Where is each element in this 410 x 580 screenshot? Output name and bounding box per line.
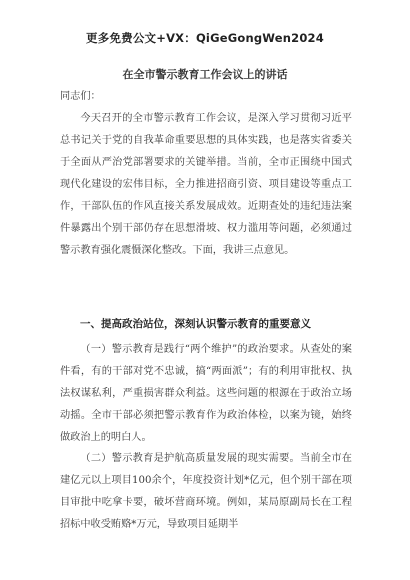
paragraph-text: （二）警示教育是护航高质量发展的现实需要。当前全市在建亿元以上项目100余个，年度投资计划*亿元，但个别干部在项目审批中吃拿卡要，破坏营商环境。例如，某局原副局长在工程招标中收受贿赂*万元，导致项目延期半 — [60, 453, 352, 530]
salutation: 同志们： — [60, 91, 101, 102]
promo-line: 更多免费公文+VX：QiGeGongWen2024 — [86, 31, 324, 45]
paragraph-political-requirement — [60, 339, 352, 449]
document-title: 在全市警示教育工作会议上的讲话 — [122, 68, 288, 81]
paragraph-text: 今天召开的全市警示教育工作会议，是深入学习贯彻习近平总书记关于党的自我革命重要思想的具体实践，也是落实省委关于全面从严治党部署要求的关键举措。当前，全市正围绕中国式现代化建设的宏伟目标，全力推进招商引资、项目建设等重点工作，干部队伍的作风直接关系发展成效。近期查处的违纪违法案件暴露出个别干部仍存在思想滑坡、权力滥用等问题，必须通过警示教育强化震慑深化整改。下面，我讲三点意见。 — [60, 113, 352, 256]
paragraph-development-need — [60, 448, 352, 536]
section-heading: 一、提高政治站位，深刻认识警示教育的重要意义 — [80, 318, 311, 330]
paragraph-intro — [60, 108, 352, 262]
paragraph-text: （一）警示教育是践行“两个维护”的政治要求。从查处的案件看，有的干部对党不忠诚，搞“两面派”；有的利用审批权、执法权谋私利，严重损害群众利益。这些问题的根源在于政治立场动摇。全市干部必须把警示教育作为政治体检，以案为镜，始终做政治上的明白人。 — [60, 344, 352, 443]
